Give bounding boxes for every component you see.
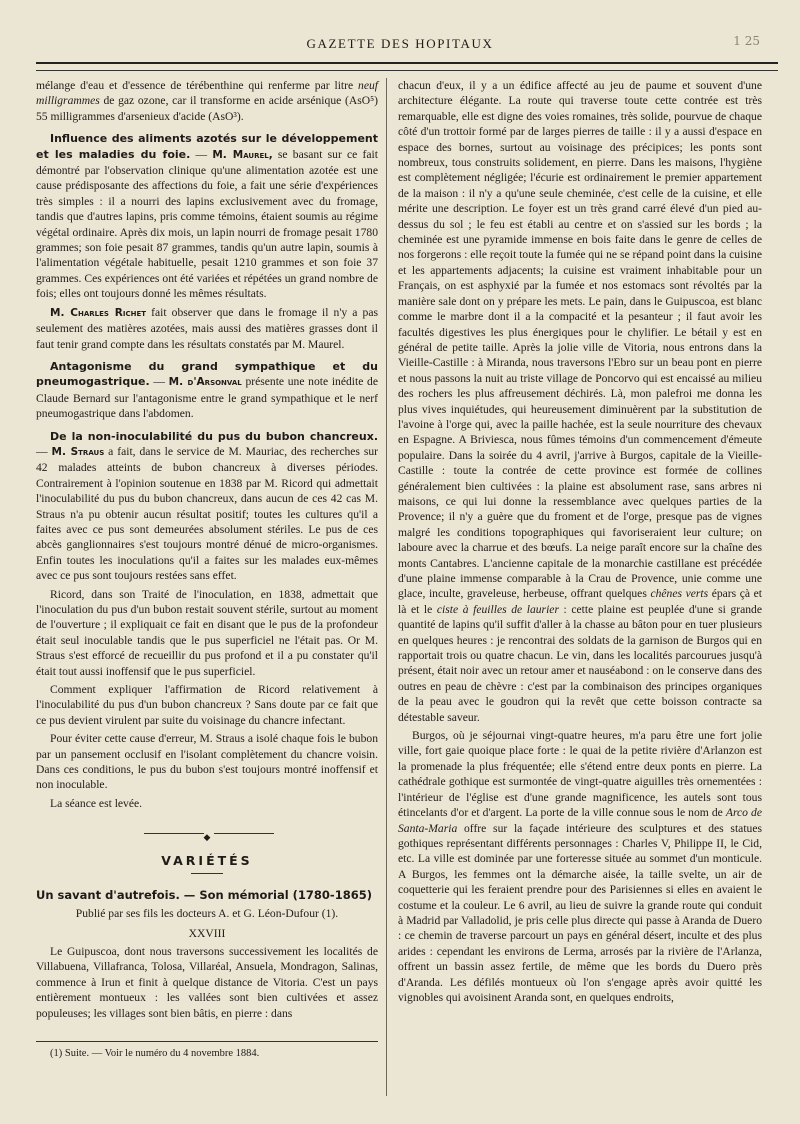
left-column [36, 78, 378, 1064]
bubon-paragraph-3: Comment expliquer l'affirmation de Ricord relativement à l'inoculabilité du pus d'un bubon chancreux ? Sans doute par ce fait que ce pus devient virulent par suite du voisinage du chancre infectant. [36, 683, 378, 727]
article-subtitle: Publié par ses fils les docteurs A. et G. Léon-Dufour (1). [75, 907, 339, 921]
intro-paragraph: mélange d'eau et d'essence de térébenthine qui renferme par litre neuf milligrammes de gaz ozone, car il transforme en acide arsénique (AsO⁵) 55 milligrammes d'arsenieux d'acide (AsO³). [36, 79, 378, 123]
journal-title: GAZETTE DES HOPITAUX [306, 36, 494, 51]
header-rule-thin [36, 70, 778, 71]
article-title: Un savant d'autrefois. — Son mémorial (1780-1865) [36, 887, 372, 902]
section-bubon: De la non-inoculabilité du pus du bubon chancreux. — M. Straus a fait, dans le service de M. Mauriac, des recherches sur 42 malades atteints de bubon chancreux à diverses périodes. Contrairement à l'opinion soutenue en 1838 par M. Ricord qui admettait l'inoculabilité du pus du bubon chancreux, dans aucun de ces 42 cas M. Straus n'a pu obtenir aucun résultat positif; toutes les cultures qu'il a faites avec ce pus sont demeurées absolument stériles. Le pus de ces abcès ganglionnaires s'est toujours montré dénué de micro-organismes. Enfin toutes les inoculations qu'il a faites sur les malades eux-mêmes avec ce pus sont toujours restées sans effet. [36, 429, 378, 583]
varietes-heading: VARIÉTÉS [161, 853, 253, 869]
right-paragraph-1: chacun d'eux, il y a un édifice affecté au jeu de paume et souvent d'une architecture élégante. La route qui traverse toute cette contrée est très remarquable, elle est digne des voies romaines, très solide, pourvue de chaque côté d'un trottoir formé par de larges pierres de taille : il y a aussi d'espace en espace des bornes, surtout au voisinage des précipices; les ponts sont nombreux, tous construits solidement, en pierre. Dans les maisons, l'hygiène est complètement négligée; l'écurie est ordinairement le premier appartement de la maison : il n'y a qu'une seule cheminée, c'est celle de la cuisine, et elle mérite une description. Le foyer est un très grand carré élevé d'un pied au-dessus du sol ; le feu est établi au centre et on s'assied sur les bords ; la cheminée est une pyramide immense en bois faite dans le genre de celles de nos forgerons : elle reçoit toute la fumée qui ne se répand point dans la cuisine et les appartements adjacents; la cuisine est vraiment inhabitable pour un Français, on est asphyxié par la fumée et nos estomacs sont révoltés par la manière sale dont on y prépare les mets. Le pain, dans le Guipuscoa, est blanc comme le marbre dont il a la compacité et la pesanteur ; il faut avoir les facultés digestives les plus énergiques pour le chylifier. Le bétail y est en général de petite taille. Après la jolie ville de Vitoria, nous entrons dans la Vieille-Castille : à Miranda, nous traversons l'Ebro sur un beau pont en pierre et nous passons la nuit au triste village de Poncorvo qui est encaissé au milieu des rochers les plus affreusement déchirés. Là, mon palefroi me donna les plus vives inquiétudes, qui heureusement diminuèrent par la substitution de l'avoine à l'orge qui, avec la paille hachée, est la seule nourriture des chevaux en Espagne. A Briviesca, nous fûmes témoins d'un commencement d'émeute populaire. Dans la soirée du 4 avril, j'arrive à Burgos, capitale de la Vieille-Castille : toute la contrée de cette province est formée de collines généralement bien cultivées : la plaine est absolument rase, sans arbres ni maisons, ce qui lui donne la ressemblance avec quelques parties de la Provence; il n'y a guère que du froment et de l'orge, presque pas de vignes malgré les conditions topographiques qui favoriseraient leur culture; on laboure avec la charrue et des bœufs. La neige paraît encore sur la chaîne des monts Cantabres. L'ancienne capitale de la monarchie castillane est précédée d'une plaine immense comparable à la Crau de Provence, unie comme une glace, inculte, graveleuse, herbeuse, offrant quelques chênes verts épars çà et là et le ciste à feuilles de laurier : cette plaine est peuplée d'une si grande quantité de lapins qu'il suffit d'aller à la chasse au bâton pour en tuer plusieurs en quelques heures : je rencontrai des soldats de la garnison de Burgos qui en rapportait trois ou quatre chacun. Le vin, dans les localités parcourues jusqu'à présent, était noir avec un retour amer et nauséabond : on le conserve dans des outres en peau de chèvre : c'est par la combinaison des principes organiques de la peau avec le goudron qui la revêt que cette boisson contracte sa détestable saveur. [398, 79, 762, 724]
section-liver: Influence des aliments azotés sur le développement et les maladies du foie. — M. Maurel, se basant sur ce fait démontré par l'observation clinique qu'une alimentation azotée est une cause prédisposante des affections du foie, a fait une série d'expériences très simples : il a nourri des lapins exclusivement avec du fromage, tandis que d'autres lapins, pris comme témoins, étaient soumis au régime végétal ordinaire. Après dix mois, un lapin nourri de fromage pesait 1780 grammes; son foie pesait 87 grammes, tandis qu'un autre lapin, soumis à l'alimentation végétale habituelle, pesait 1210 grammes et son foie 37 grammes. Ces expériences ont été variées et répétées un grand nombre de fois; elles ont toujours donné les mêmes résultats. [36, 132, 378, 301]
right-column [398, 78, 762, 1008]
chapter-number: XXVIII [188, 926, 226, 940]
right-paragraph-2: Burgos, où je séjournai vingt-quatre heures, m'a paru être une fort jolie ville, fort gaie quoique place forte : le quai de la petite rivière d'Arlanzon est la promenade la plus fréquentée; elle s'étend entre deux ponts en pierre. La cathédrale gothique est surmontée de vingt-quatre aiguilles très ornementées : l'intérieur de l'église est d'une grande magnificence, les autels sont tous étincelants d'or et d'argent. La porte de la ville connue sous le nom de Arco de Santa-Maria offre sur la façade intérieure des sculptures et des statues gothiques représentant différents personnages : Charles V, Philippe II, le Cid, etc. La ville est dominée par une forteresse située au sommet d'un monticule. A Burgos, les femmes ont la démarche aisée, la taille svelte, un air de coquetterie qui les feraient prendre pour des Parisiennes si elles en avaient le costume et la couleur. Le 6 avril, au lieu de suivre la grande route qui conduit à Madrid par Valladolid, je pris celle plus directe qui passe à Aranda de Duero : ce chemin de traverse parcourt un pays en général désert, inculte et des plus arides : cependant les environs de Lerma, arrosés par la rivière de l'Arlanza, offrent un bassin assez fertile, de même que les bords du Duero près d'Aranda. Les défilés montueux où l'on s'engage après avoir quitté les vignobles qui avoisinent Aranda sont, en quelques endroits, [398, 729, 762, 1004]
footnote-rule [36, 1041, 378, 1042]
section-sympathique: Antagonisme du grand sympathique et du pneumogastrique. — M. d'Arsonval présente une note inédite de Claude Bernard sur l'antagonisme entre le grand sympathique et le nerf pneumogastrique dans l'abdomen. [36, 359, 379, 421]
page-number: 1 25 [733, 34, 760, 48]
seance-levee: La séance est levée. [50, 796, 143, 810]
section-sympathique-title: Antagonisme du grand sympathique et du pneumogastrique. [36, 359, 378, 389]
bubon-paragraph-4: Pour éviter cette cause d'erreur, M. Straus a isolé chaque fois le bubon par un pansement occlusif en l'isolant complètement du chancre voisin. Dans ces conditions, le pus du bubon s'est toujours montré inoffensif et non inoculable. [36, 732, 378, 792]
section-ornament: ◆ [36, 829, 378, 839]
varietes-rule [191, 873, 223, 874]
column-divider [386, 78, 387, 1096]
article-paragraph-1: Le Guipuscoa, dont nous traversons successivement les localités de Villabuena, Villafranca, Tolosa, Villaréal, Ansuela, Mondragon, Salinas, commence à Irun et finit à quelque distance de Vitoria. C'est un pays entièrement montueux : les vallées sont bien cultivées et assez populeuses; les villages sont bien bâtis, en pierre : dans [36, 944, 378, 1020]
header-rule-thick [36, 62, 778, 64]
bubon-paragraph-2: Ricord, dans son Traité de l'inoculation, en 1838, admettait que l'inoculation du pus d'un bubon restait souvent stérile, surtout au moment de l'ouverture ; il expliquait ce fait en disant que le pus de la profondeur était seul inoculable tandis que le pus superficiel ne l'était pas. Or M. Straus s'est efforcé de recueillir du pus profond et il a pu constater qu'il était tout aussi inoffensif que le pus superficiel. [36, 587, 378, 678]
section-liver-title: Influence des aliments azotés sur le développement et les maladies du foie. [36, 132, 378, 161]
page-header [0, 36, 800, 58]
section-liver-richet: M. Charles Richet fait observer que dans le fromage il n'y a pas seulement des matières azotées, mais aussi des matières grasses dont il faut tenir grand compte dans les résultats constatés par M. Maurel. [36, 305, 378, 351]
section-bubon-title: De la non-inoculabilité du pus du bubon chancreux. [50, 429, 378, 443]
footnote: (1) Suite. — Voir le numéro du 4 novembre 1884. [50, 1047, 260, 1059]
